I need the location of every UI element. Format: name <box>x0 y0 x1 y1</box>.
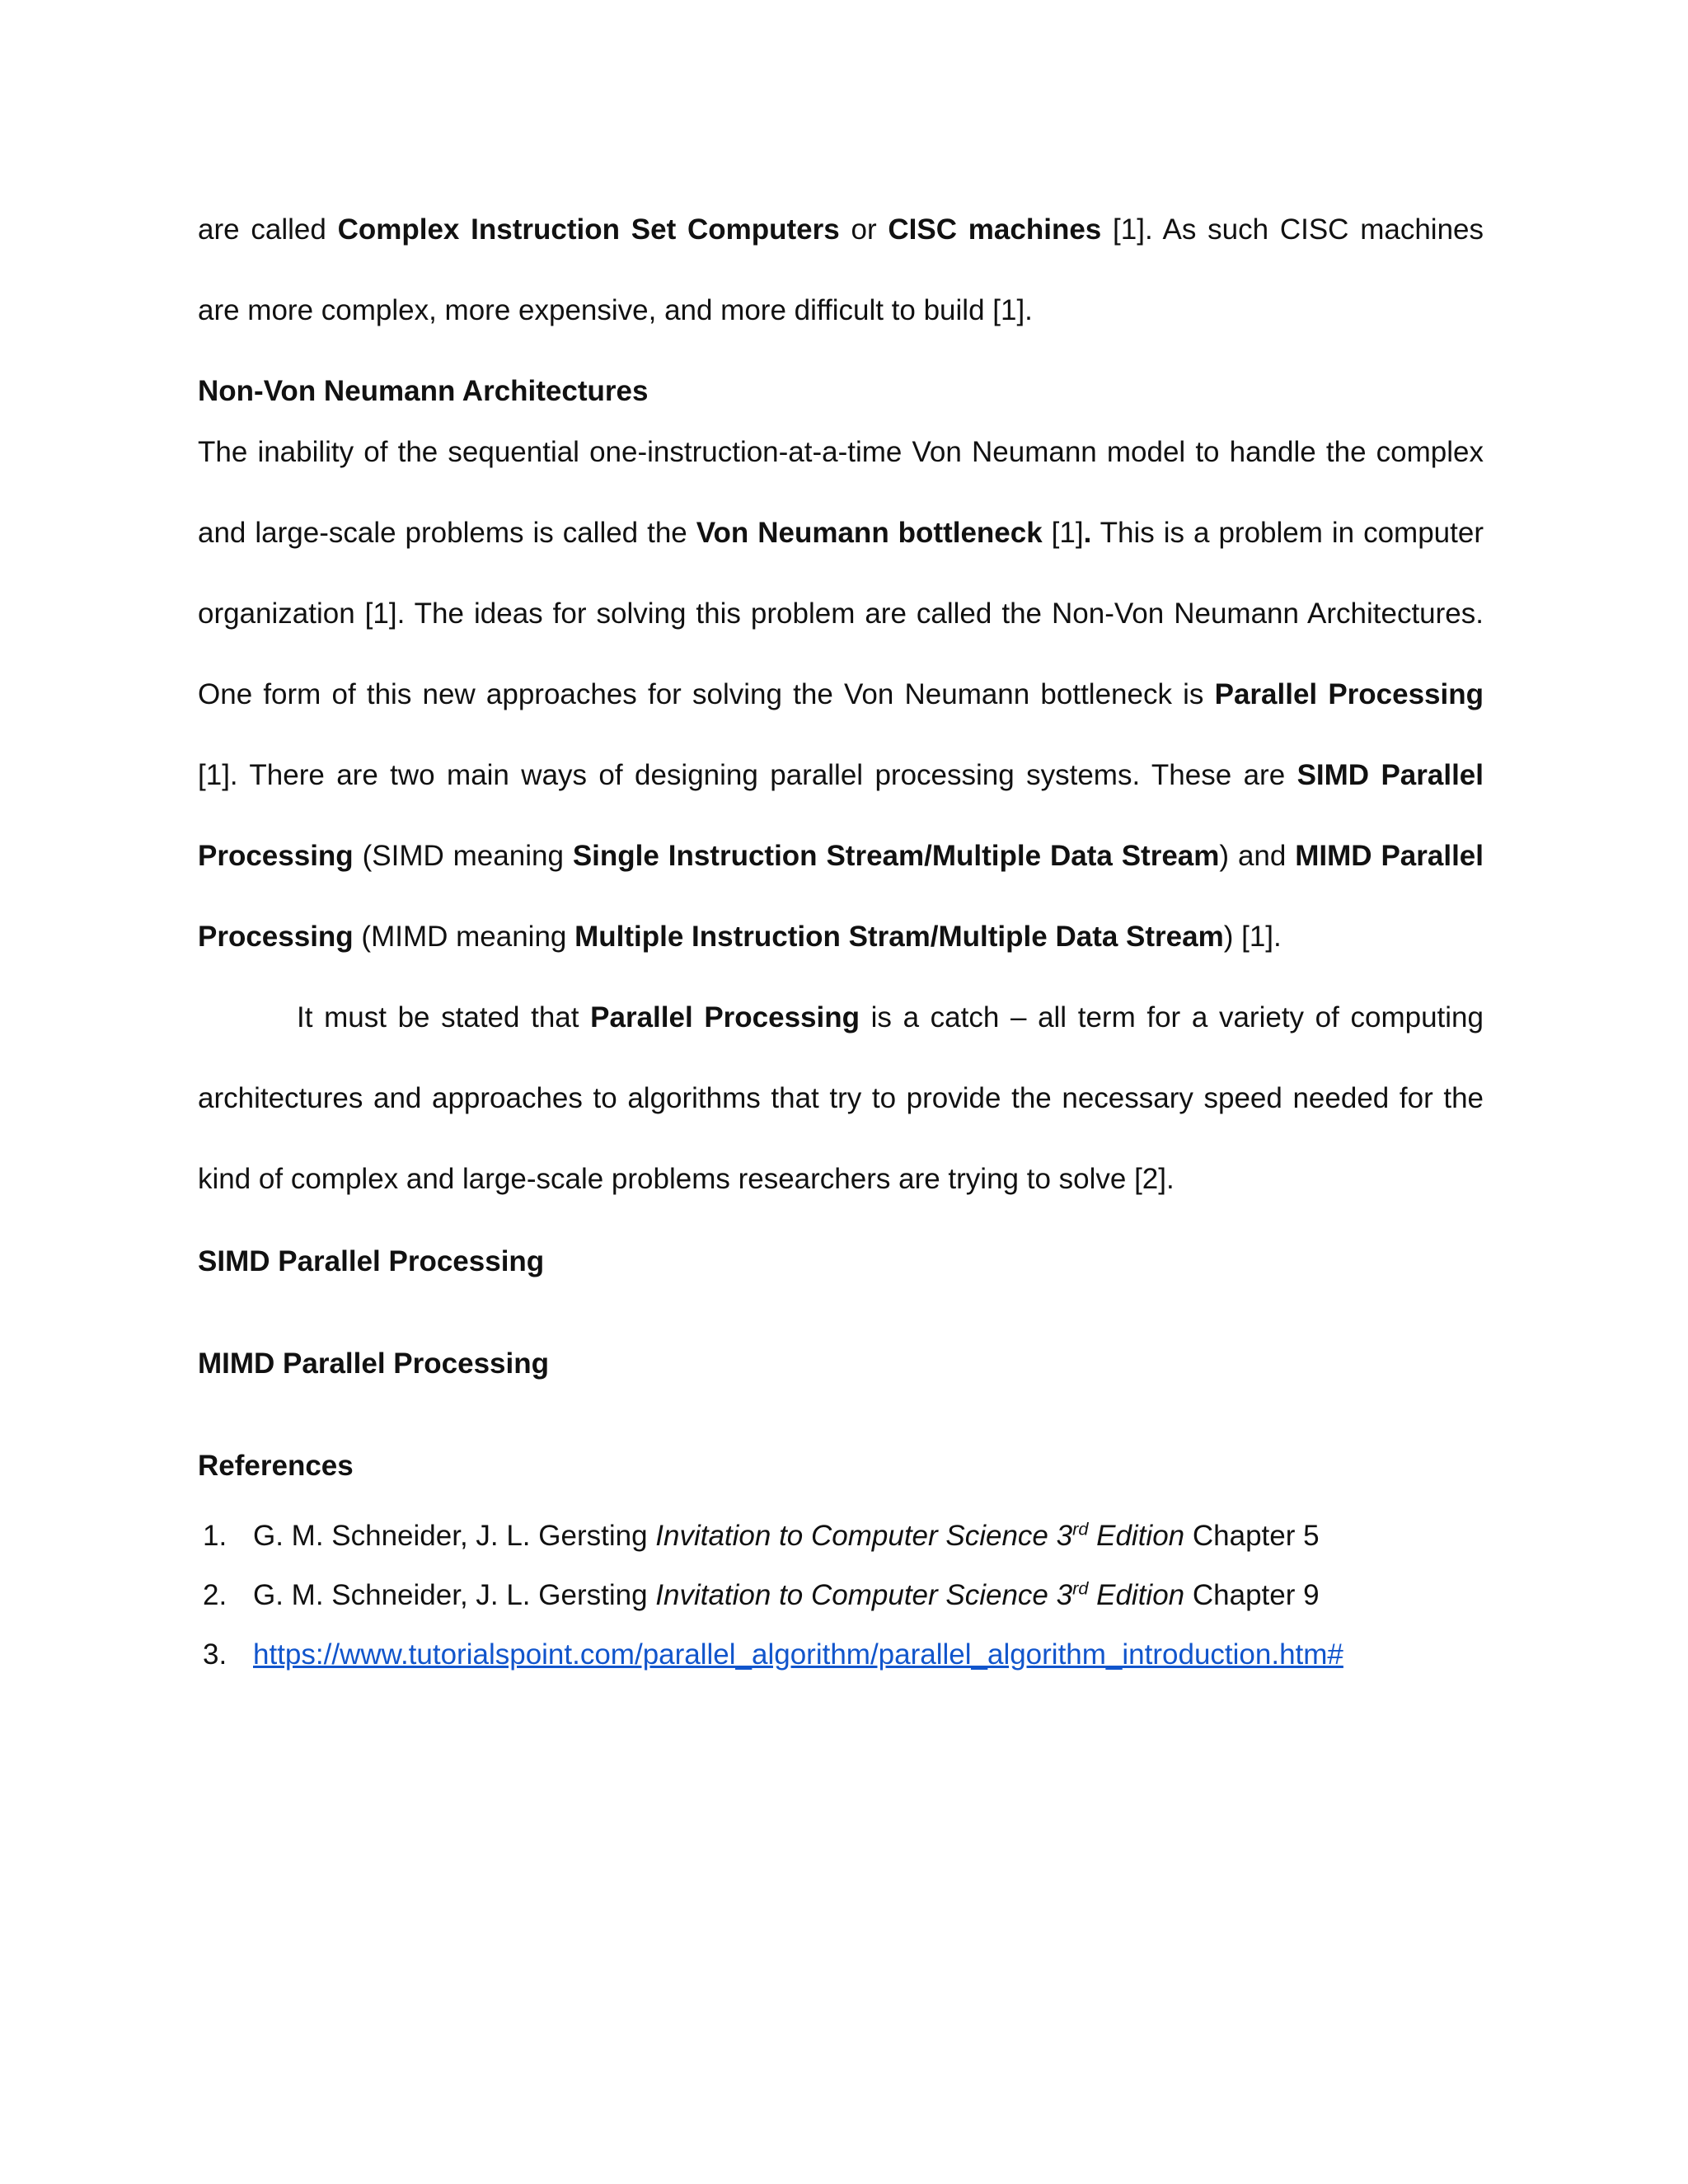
reference-title <box>655 1579 1184 1611</box>
reference-title <box>655 1520 1184 1552</box>
bold-term: Von Neumann bottleneck <box>696 517 1043 549</box>
text-run: ) and <box>1219 840 1296 872</box>
heading-references: References <box>198 1450 354 1482</box>
reference-chapter: Chapter 9 <box>1184 1579 1320 1611</box>
references-list <box>198 1507 1484 1685</box>
bold-term: Parallel Processing <box>590 1001 860 1033</box>
bold-term: MIMD Parallel Processing <box>198 840 1484 953</box>
bold-term: SIMD Parallel Processing <box>198 759 1484 872</box>
document-page <box>198 190 1484 1685</box>
heading-simd: SIMD Parallel Processing <box>198 1245 545 1277</box>
text-run: [1]. As such CISC machines are more complex, more expensive, and more difficult to build [1]. <box>198 213 1484 326</box>
list-number: 3. <box>203 1638 227 1671</box>
reference-authors: G. M. Schneider, J. L. Gersting <box>253 1520 656 1552</box>
text-run: It must be stated that <box>297 1001 591 1033</box>
superscript: rd <box>1072 1518 1089 1540</box>
reference-item <box>198 1507 1484 1566</box>
bold-term: Single Instruction Stream/Multiple Data Stream <box>572 840 1220 872</box>
text-run: are called <box>198 213 338 246</box>
title-text: Invitation to Computer Science 3 <box>655 1520 1073 1552</box>
title-text: Edition <box>1088 1520 1185 1552</box>
text-run: is a catch – all term for a variety of computing architectures and approaches to algorithms that try to provide the necessary speed needed for the kind of complex and large-scale problems researchers are trying to solve [2]. <box>198 1001 1484 1195</box>
paragraph-cisc <box>198 190 1484 351</box>
text-run: (MIMD meaning <box>353 921 575 953</box>
heading-mimd: MIMD Parallel Processing <box>198 1347 549 1380</box>
title-text: Edition <box>1088 1579 1185 1611</box>
list-number: 2. <box>203 1579 227 1611</box>
text-run: (SIMD meaning <box>353 840 573 872</box>
bold-term: Multiple Instruction Stram/Multiple Data Stream <box>574 921 1224 953</box>
text-run: ) [1]. <box>1223 921 1282 953</box>
paragraph-parallel-processing <box>198 977 1484 1220</box>
reference-item <box>198 1625 1484 1685</box>
text-run: The inability of the sequential one-instruction-at-a-time Von Neumann model to handle the complex and large-scale problems is called the <box>198 436 1484 549</box>
reference-link[interactable]: https://www.tutorialspoint.com/parallel_algorithm/parallel_algorithm_introduction.htm# <box>253 1638 1343 1671</box>
reference-authors: G. M. Schneider, J. L. Gersting <box>253 1579 656 1611</box>
heading-non-von-neumann: Non-Von Neumann Architectures <box>198 375 649 407</box>
title-text: Invitation to Computer Science 3 <box>655 1579 1073 1611</box>
bold-term: . <box>1083 517 1092 549</box>
bold-term: Complex Instruction Set Computers <box>337 213 840 246</box>
superscript: rd <box>1072 1577 1089 1599</box>
list-number: 1. <box>203 1520 227 1552</box>
bold-term: Parallel Processing <box>1214 678 1484 710</box>
text-run: This is a problem in computer organization [1]. The ideas for solving this problem are called the Non-Von Neumann Architectures. One form of this new approaches for solving the Von Neumann bottleneck is <box>198 517 1484 710</box>
bold-term: CISC machines <box>888 213 1102 246</box>
reference-chapter: Chapter 5 <box>1184 1520 1320 1552</box>
paragraph-von-neumann-bottleneck <box>198 412 1484 977</box>
text-run: or <box>839 213 889 246</box>
text-run: [1] <box>1042 517 1084 549</box>
text-run: [1]. There are two main ways of designing parallel processing systems. These are <box>198 759 1297 791</box>
reference-item <box>198 1566 1484 1625</box>
